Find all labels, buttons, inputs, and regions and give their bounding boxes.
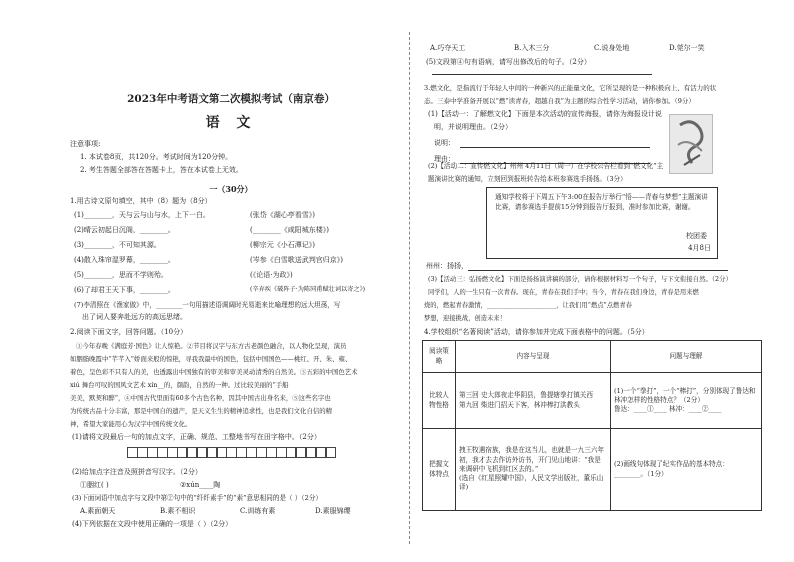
activity-2: (2)【活动二：宣传燃文化】州州 4月11日（周一）在学校公告栏看到“燃文化”主	[428, 162, 664, 170]
note-item: 1. 本试卷8页，共120分。考试时间为120分钟。	[80, 153, 233, 161]
content-line: 第九回 柴进门招天下客，林冲棒打洪教头	[459, 400, 580, 409]
q1-line-left: (7)李清照在《渔家傲》中，________一句用描述语调阔时光易逝来比喻理想的远大坦荡，写	[74, 301, 341, 309]
speech-line: 梦想，迎接挑战，创造未来！	[424, 315, 506, 322]
q2-paragraph-line: 着色，呈色彩不只有人的美，也透露出中国独有的审美和审美灵动清秀的自然美。③五彩的中国色艺术	[70, 368, 358, 376]
q1-line-left: (3)________，不可知其源。	[74, 241, 161, 249]
q2-sub2-item: ①胭红( )	[80, 481, 109, 489]
left-column	[70, 0, 392, 562]
relay-prefix: 州州：扬扬，	[426, 262, 468, 270]
option-c: C.说身处地	[594, 44, 630, 52]
notice-box	[486, 187, 718, 259]
table-row	[423, 373, 762, 429]
option-d: D.素服锦缨	[315, 507, 351, 515]
field-label: 说明：	[434, 139, 455, 147]
section-heading: 一（30分）	[209, 184, 253, 194]
q1-line-source: (《论语·为政》)	[250, 271, 293, 279]
q1-line-source: (柳宗元《小石潭记》)	[250, 241, 315, 249]
q1-line-left: (5)________，思而不学则殆。	[74, 271, 168, 279]
activity-1: (1)【活动一：了解燃文化】下面是本次活动的宣传海报，请你为海报设计说	[428, 110, 662, 118]
q5-stem: (5)文段第④句有语病，请写出修改后的句子。（2分）	[426, 58, 591, 66]
q1-line-source: (________《咸阳城东楼》)	[250, 226, 329, 234]
table-cell	[456, 429, 611, 511]
content-line: 第三回 史大郎夜走华阴县，鲁提辖拳打镇关西	[459, 391, 593, 400]
table-header: 内容与呈现	[456, 341, 611, 373]
poster-illustration-icon	[670, 115, 712, 173]
table-cell	[611, 373, 762, 429]
notes-heading: 注意事项:	[70, 140, 101, 148]
content-line: 拽王牧遇宿族，我是在这当儿，也就是一九三六年初，我才去去作访外访书，开门见山地讲：“我是来调研中飞机到红区去的。”	[459, 446, 605, 473]
notice-text: 通知学校将于下周五下午3:00在报告厅举行“悟——青春与梦想”主题演讲比赛，请参赛选手提前15分钟到报告厅报到，准时参加比赛，谢谢。	[495, 193, 708, 212]
option-b: B.入木三分	[514, 44, 550, 52]
question-line: (1)一个“拳打”，一个“棒打”，分别体现了鲁达和林冲怎样的性格特点？（2分）	[614, 386, 756, 404]
exam-title: 2023年中考语文第二次模拟考试（南京卷）	[127, 93, 335, 105]
tianzige-grid[interactable]	[128, 447, 336, 458]
q2-sub3: (3)下面词语中加点字与文段中第②句中的“纤纤素手”的“素”意思相同的是（ ）（2分）	[72, 494, 323, 502]
q2-paragraph-line: ①今年春晚《满庭芳·国色》让人惊艳。②节目将汉字与东方古老颜色融合，以人物化呈现，演员	[76, 342, 347, 350]
option-c: C.训练有素	[240, 507, 276, 515]
option-a: A.巧夺天工	[430, 44, 466, 52]
q1-line-left: (1)________，天与云与山与水，上下一白。	[74, 211, 210, 219]
column-divider	[409, 32, 410, 544]
notice-sign: 校团委	[686, 232, 707, 240]
q1-line-source: (辛弃疾《破阵子·为陈同甫赋壮词以寄之》)	[250, 286, 366, 293]
activity-3: (3)【活动三：弘扬燃文化】下面是扬扬演讲稿的部分，请你根据材料写一个句子，与下文衔接自然。（2分）	[428, 275, 732, 283]
q3-line: 态。三泰中学准备开展以“燃”读青春，超越自我”为主题的综合性学习活动，请你参加。（9分）	[424, 97, 695, 105]
option-b: B.素不相识	[160, 507, 196, 515]
q1-line-left: (2)晴云初起日沉阁，________。	[74, 226, 175, 234]
notice-date: 4月8日	[688, 244, 711, 252]
answer-line[interactable]	[460, 139, 650, 148]
q1-line-left: 出了词人要奔赴远方的高远思绪。	[82, 313, 187, 321]
q1-line-left: (6)了却君王天下事，________。	[74, 286, 175, 294]
q2-stem: 2.阅读下面文字，回答问题。（10分）	[70, 328, 188, 336]
option-a: A.素面朝天	[80, 507, 116, 515]
table-row	[423, 429, 762, 511]
answer-line[interactable]	[468, 262, 728, 271]
q2-paragraph-line: 美美，默契和醉”，④中国古代里面有60多个古色名种，因其中国古出身名来，⑤这些名字也	[70, 394, 331, 402]
q1-stem: 1.用古诗文原句填空，其中（8）题为（8分）	[70, 197, 212, 205]
q1-line-source: (张岱《湖心亭看雪》)	[250, 211, 315, 219]
q2-sub2: (2)给加点字注音及照拼音写汉字。（2分）	[72, 468, 202, 476]
field-label: 理由：	[434, 155, 455, 163]
note-item: 2. 考生答题全部答在答题卡上，答在本试卷上无效。	[80, 166, 243, 174]
content-line: (选自《红星照耀中国》，人民文学出版社，董乐山译)	[459, 474, 604, 492]
table-cell	[456, 373, 611, 429]
activity-2-cont: 题演讲比赛的通知，立刻回到报班转告给本班参赛选手扬扬。（3分）	[428, 175, 627, 183]
q2-paragraph-line: 如胭脂晚霞中“芊芊入”娇面来般的惊艳，寻我我最中的国色，包括中国国色——桃红、开、朱、雍、	[70, 355, 352, 363]
subject-title: 语 文	[205, 115, 257, 131]
table-header: 阅读策略	[423, 341, 456, 373]
q2-sub4: (4)下列依据在文段中使用正确的一项是（ ）（2分）	[72, 520, 233, 528]
table-cell	[611, 429, 762, 511]
option-d: D.莞尔一笑	[669, 44, 705, 52]
reading-table	[422, 340, 762, 511]
table-cell: 把握文体特点	[423, 429, 456, 511]
poster-image	[669, 114, 713, 174]
question-line: 鲁达：____①____ 林冲：____②____	[614, 405, 722, 414]
q1-line-source: (岑参《白雪歌送武判官归京》)	[250, 256, 343, 264]
q2-paragraph-line: 神，希望大家能用心为汉字中国传统文化。	[70, 420, 192, 428]
q2-paragraph-line: xiú 舞台可叹的国风文艺术 xín__的，颜韵，自然的一种。过比较美丽的“手船	[70, 381, 289, 389]
speech-line: 同学们，人的一生只有一次青春。现在，青春在我们手中；当今，青春在我们身边，青春是用来燃	[428, 289, 699, 296]
q3-line: 3.燃文化，是指流行于年轻人中间的一种新兴的正能量文化，它所呈现的是一种积极向上、有活力的状	[424, 84, 717, 92]
q4-stem: 4.学校组织“名著阅读”活动，请你参加并完成下面表格中的问题。（5分）	[424, 328, 649, 336]
q2-paragraph-line: 为传统古品十分丰富，那是中国自的遗产，是天义生生的精神追求性，也是我们文化自信的精	[70, 407, 333, 415]
q2-sub2-item: ②xún____陶	[180, 481, 221, 489]
answer-line[interactable]	[432, 66, 652, 75]
q2-sub1: (1)请将文段最后一句的加点文字，正确、规范、工整地书写在田字格中。（2分）	[72, 433, 321, 441]
speech-line: 烧的，燃起青春激情，______________________，让我们用“燃点”点燃青春	[424, 302, 632, 309]
right-column	[424, 0, 764, 562]
table-cell: 比较人物性格	[423, 373, 456, 429]
question-line: (2)画线句体现了纪实作品的基本特点：________。（1分）	[614, 460, 729, 478]
q1-line-left: (4)散入珠帘湿罗幕，________。	[74, 256, 175, 264]
table-header: 问题与理解	[611, 341, 762, 373]
activity-1-cont: 明，并说明理由。（2分）	[434, 123, 512, 131]
